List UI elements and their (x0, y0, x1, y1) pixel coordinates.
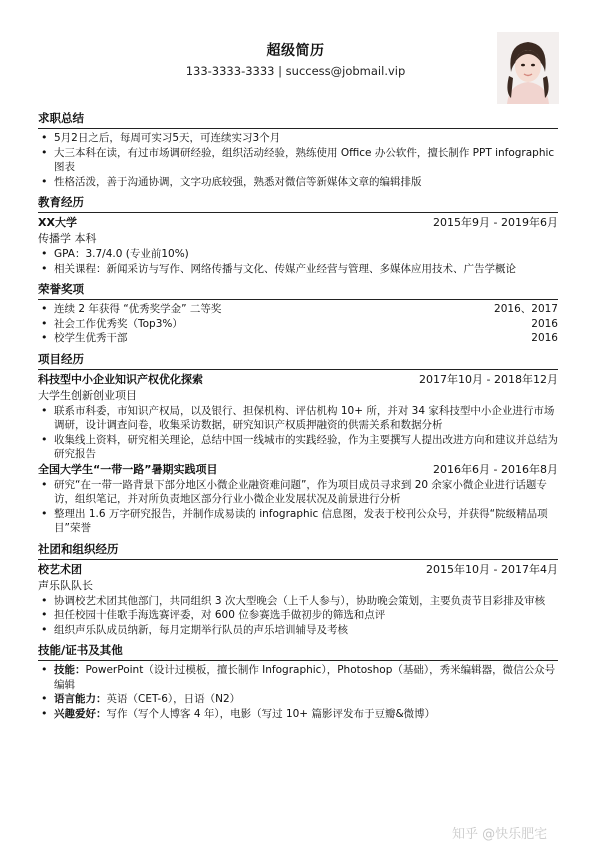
profile-photo (497, 32, 559, 104)
club-name: 校艺术团 (38, 562, 82, 576)
honor-name: • 连续 2 年获得 “优秀奖学金” 二等奖 (54, 303, 222, 315)
resume-name: 超级简历 (266, 43, 325, 59)
resume-content (38, 110, 558, 721)
skill-text: PowerPoint（设计过模板，擅长制作 Infographic），Photoshop（基础），秀米编辑器，微信公众号编辑 (54, 664, 556, 691)
club-period: 2015年10月 - 2017年4月 (426, 562, 558, 576)
honor-item (38, 331, 558, 346)
education-header (38, 215, 558, 231)
club-list (38, 594, 558, 638)
honor-year: 2016 (531, 332, 558, 344)
summary-list (38, 131, 558, 189)
list-item: • 整理出 1.6 万字研究报告，并制作成易读的 infographic 信息图，发表于校刊公众号，并获得“院级精品项目”荣誉 (38, 507, 558, 536)
skill-item (38, 692, 558, 707)
club-header (38, 562, 558, 578)
honor-name: • 校学生优秀干部 (54, 332, 128, 344)
skill-label: 语言能力： (54, 693, 107, 705)
list-item: • 性格活泼，善于沟通协调，文字功底较强，熟悉对微信等新媒体文章的编辑排版 (38, 175, 558, 190)
list-item: • 担任校园十佳歌手海选赛评委，对 600 位参赛选手做初步的筛选和点评 (38, 608, 558, 623)
project-header (38, 372, 558, 388)
list-item: • 组织声乐队成员纳新，每月定期举行队员的声乐培训辅导及考核 (38, 623, 558, 638)
list-item: • 收集线上资料，研究相关理论，总结中国一线城市的实践经验，作为主要撰写人提出改进方向和建议并总结为研究报告 (38, 433, 558, 462)
school-name: XX大学 (38, 216, 77, 229)
skill-text: 英语（CET-6），日语（N2） (106, 693, 241, 705)
project-list (38, 478, 558, 536)
summary-section (38, 131, 558, 189)
honor-year: 2016、2017 (494, 303, 558, 315)
section-title-honors: 荣誉奖项 (38, 281, 558, 300)
section-title-summary: 求职总结 (38, 110, 558, 129)
project-period: 2016年6月 - 2016年8月 (433, 462, 558, 476)
skill-text: 写作（写个人博客 4 年），电影（写过 10+ 篇影评发布于豆瓣&微博） (106, 707, 436, 720)
contact-info: 133-3333-3333 | success@jobmail.vip (185, 64, 406, 78)
honor-name: • 社会工作优秀奖（Top3%） (54, 317, 183, 330)
skills-section (38, 663, 558, 721)
skills-list (38, 663, 558, 721)
project-period: 2017年10月 - 2018年12月 (419, 372, 558, 386)
list-item: • 协调校艺术团其他部门，共同组织 3 次大型晚会（上千人参与），协助晚会策划，主要负责节目彩排及审核 (38, 594, 558, 609)
education-period: 2015年9月 - 2019年6月 (433, 216, 558, 229)
club-role: 声乐队队长 (38, 578, 93, 592)
list-item: • 研究“在一带一路背景下部分地区小微企业融资难问题”，作为项目成员寻求到 20 余家小微企业进行话题专访，组织笔记，并对所负责地区部分行业小微企业发展状况及前景进行分析 (38, 478, 558, 507)
skill-item (38, 707, 558, 722)
honor-item (38, 317, 558, 332)
list-item: • GPA：3.7/4.0 (专业前10%) (38, 247, 558, 262)
project-name: 科技型中小企业知识产权优化探索 (38, 372, 203, 386)
section-title-projects: 项目经历 (38, 351, 558, 370)
section-title-education: 教育经历 (38, 194, 558, 213)
list-item: • 联系市科委，市知识产权局，以及银行、担保机构、评估机构 10+ 所，并对 34 家科技型中小企业进行市场调研，设计调查问卷，收集采访数据，研究知识产权质押融资的供需关系和数据分析 (38, 404, 558, 433)
projects-section (38, 372, 558, 536)
skill-label: 技能： (54, 664, 86, 676)
list-item: • 相关课程：新闻采访与写作、网络传播与文化、传媒产业经营与管理、多媒体应用技术、广告学概论 (38, 262, 558, 277)
list-item: • 5月2日之后，每周可实习5天，可连续实习3个月 (38, 131, 558, 146)
honors-list (38, 302, 558, 346)
project-role: 大学生创新创业项目 (38, 388, 137, 402)
honor-item (38, 302, 558, 317)
clubs-section (38, 562, 558, 638)
skill-item (38, 663, 558, 692)
section-title-skills: 技能/证书及其他 (38, 642, 558, 661)
skill-label: 兴趣爱好： (54, 707, 107, 720)
major: 传播学 本科 (38, 232, 97, 245)
education-list (38, 247, 558, 276)
section-title-clubs: 社团和组织经历 (38, 541, 558, 560)
watermark: 知乎 @快乐肥宅 (452, 827, 548, 842)
list-item: • 大三本科在读，有过市场调研经验，组织活动经验，熟练使用 Office 办公软件，擅长制作 PPT infographic 图表 (38, 146, 558, 175)
portrait-image (497, 32, 559, 104)
education-section (38, 215, 558, 276)
honors-section (38, 302, 558, 346)
honor-year: 2016 (531, 317, 558, 330)
project-name: 全国大学生“一带一路”暑期实践项目 (38, 462, 218, 476)
project-header (38, 462, 558, 478)
project-list (38, 404, 558, 462)
